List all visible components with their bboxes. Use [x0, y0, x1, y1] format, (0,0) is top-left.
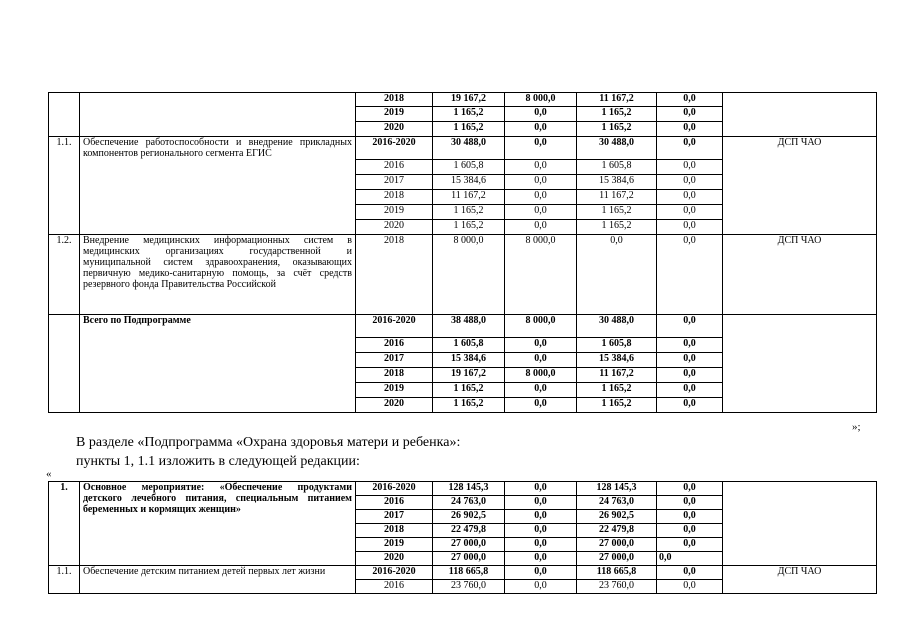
federal-cell: 0,0 [505, 524, 577, 538]
other-cell: 0,0 [657, 552, 723, 566]
regional-cell: 30 488,0 [577, 315, 657, 338]
federal-cell: 0,0 [505, 566, 577, 580]
regional-cell: 11 167,2 [577, 93, 657, 107]
federal-cell: 0,0 [505, 338, 577, 353]
year-cell: 2017 [356, 353, 433, 368]
year-cell: 2016 [356, 338, 433, 353]
regional-cell: 15 384,6 [577, 353, 657, 368]
regional-cell: 22 479,8 [577, 524, 657, 538]
regional-cell: 1 605,8 [577, 160, 657, 175]
federal-cell: 8 000,0 [505, 315, 577, 338]
year-cell: 2018 [356, 190, 433, 205]
regional-cell: 1 605,8 [577, 338, 657, 353]
year-cell: 2019 [356, 383, 433, 398]
federal-cell: 8 000,0 [505, 235, 577, 315]
regional-cell: 1 165,2 [577, 122, 657, 137]
table-row [49, 315, 877, 338]
section-heading-text: В разделе «Подпрограмма «Охрана здоровья матери и ребенка»: [76, 435, 461, 450]
other-cell: 0,0 [657, 175, 723, 190]
year-cell: 2016-2020 [356, 482, 433, 496]
year-cell: 2016-2020 [356, 137, 433, 160]
federal-cell: 0,0 [505, 510, 577, 524]
total-cell: 8 000,0 [433, 235, 505, 315]
total-cell: 19 167,2 [433, 93, 505, 107]
total-cell: 38 488,0 [433, 315, 505, 338]
other-cell: 0,0 [657, 235, 723, 315]
other-cell: 0,0 [657, 315, 723, 338]
year-cell: 2020 [356, 122, 433, 137]
total-cell: 27 000,0 [433, 552, 505, 566]
other-cell: 0,0 [657, 566, 723, 580]
executor-cell: ДСП ЧАО [723, 137, 877, 235]
other-cell: 0,0 [657, 122, 723, 137]
federal-cell: 0,0 [505, 538, 577, 552]
closing-quote: »; [852, 421, 861, 433]
table-row [49, 235, 877, 315]
description-cell: Внедрение медицинских информационных систем в медицинских организациях государственной и муниципальной систем здравоохранения, оказывающих первичную медико-санитарную помощь, за счёт средств резервного фонда Правительства Российской [80, 235, 356, 315]
federal-cell: 0,0 [505, 496, 577, 510]
total-cell: 26 902,5 [433, 510, 505, 524]
total-cell: 1 165,2 [433, 122, 505, 137]
other-cell: 0,0 [657, 137, 723, 160]
total-cell: 15 384,6 [433, 175, 505, 190]
federal-cell: 0,0 [505, 580, 577, 594]
regional-cell: 128 145,3 [577, 482, 657, 496]
total-cell: 19 167,2 [433, 368, 505, 383]
executor-cell [723, 315, 877, 413]
year-cell: 2018 [356, 93, 433, 107]
year-cell: 2016 [356, 580, 433, 594]
other-cell: 0,0 [657, 205, 723, 220]
year-cell: 2019 [356, 205, 433, 220]
total-cell: 1 165,2 [433, 220, 505, 235]
other-cell: 0,0 [657, 107, 723, 122]
year-cell: 2016-2020 [356, 566, 433, 580]
regional-cell: 1 165,2 [577, 205, 657, 220]
total-cell: 1 165,2 [433, 398, 505, 413]
other-cell: 0,0 [657, 368, 723, 383]
other-cell: 0,0 [657, 160, 723, 175]
total-cell: 128 145,3 [433, 482, 505, 496]
federal-cell: 0,0 [505, 205, 577, 220]
year-cell: 2020 [356, 552, 433, 566]
executor-cell [723, 93, 877, 137]
executor-cell [723, 482, 877, 566]
description-cell: Обеспечение работоспособности и внедрение прикладных компонентов регионального сегмента ЕГИС [80, 137, 356, 235]
row-number-cell: 1.2. [49, 235, 80, 315]
federal-cell: 8 000,0 [505, 93, 577, 107]
regional-cell: 26 902,5 [577, 510, 657, 524]
federal-cell: 0,0 [505, 137, 577, 160]
federal-cell: 0,0 [505, 107, 577, 122]
year-cell: 2018 [356, 524, 433, 538]
regional-cell: 1 165,2 [577, 107, 657, 122]
regional-cell: 118 665,8 [577, 566, 657, 580]
year-cell: 2016 [356, 496, 433, 510]
regional-cell: 1 165,2 [577, 220, 657, 235]
federal-cell: 8 000,0 [505, 368, 577, 383]
description-cell: Обеспечение детским питанием детей первых лет жизни [80, 566, 356, 594]
regional-cell: 24 763,0 [577, 496, 657, 510]
regional-cell: 11 167,2 [577, 190, 657, 205]
regional-cell: 30 488,0 [577, 137, 657, 160]
total-cell: 1 165,2 [433, 383, 505, 398]
federal-cell: 0,0 [505, 122, 577, 137]
federal-cell: 0,0 [505, 220, 577, 235]
opening-quote: « [46, 468, 52, 480]
federal-cell: 0,0 [505, 160, 577, 175]
year-cell: 2020 [356, 220, 433, 235]
year-cell: 2019 [356, 538, 433, 552]
other-cell: 0,0 [657, 190, 723, 205]
regional-cell: 15 384,6 [577, 175, 657, 190]
total-cell: 118 665,8 [433, 566, 505, 580]
other-cell: 0,0 [657, 338, 723, 353]
description-cell: Основное мероприятие: «Обеспечение продуктами детского лечебного питания, специальным питанием беременных и кормящих женщин» [80, 482, 356, 566]
other-cell: 0,0 [657, 482, 723, 496]
other-cell: 0,0 [657, 398, 723, 413]
other-cell: 0,0 [657, 510, 723, 524]
total-cell: 1 605,8 [433, 160, 505, 175]
row-number-cell: 1. [49, 482, 80, 566]
total-cell: 1 165,2 [433, 205, 505, 220]
total-cell: 15 384,6 [433, 353, 505, 368]
other-cell: 0,0 [657, 496, 723, 510]
executor-cell: ДСП ЧАО [723, 566, 877, 594]
total-cell: 1 605,8 [433, 338, 505, 353]
table-row [49, 137, 877, 160]
total-cell: 11 167,2 [433, 190, 505, 205]
row-number-cell [49, 93, 80, 137]
regional-cell: 23 760,0 [577, 580, 657, 594]
year-cell: 2016-2020 [356, 315, 433, 338]
instruction-text: пункты 1, 1.1 изложить в следующей редакции: [76, 454, 360, 469]
federal-cell: 0,0 [505, 398, 577, 413]
year-cell: 2018 [356, 235, 433, 315]
federal-cell: 0,0 [505, 482, 577, 496]
regional-cell: 11 167,2 [577, 368, 657, 383]
federal-cell: 0,0 [505, 190, 577, 205]
federal-cell: 0,0 [505, 383, 577, 398]
row-number-cell: 1.1. [49, 566, 80, 594]
other-cell: 0,0 [657, 580, 723, 594]
funding-table-1 [48, 92, 877, 413]
other-cell: 0,0 [657, 524, 723, 538]
funding-table-2 [48, 481, 877, 594]
federal-cell: 0,0 [505, 175, 577, 190]
executor-cell: ДСП ЧАО [723, 235, 877, 315]
federal-cell: 0,0 [505, 353, 577, 368]
regional-cell: 1 165,2 [577, 383, 657, 398]
year-cell: 2017 [356, 510, 433, 524]
total-cell: 30 488,0 [433, 137, 505, 160]
total-cell: 27 000,0 [433, 538, 505, 552]
description-cell: Всего по Подпрограмме [80, 315, 356, 413]
table-row [49, 482, 877, 496]
other-cell: 0,0 [657, 383, 723, 398]
description-cell [80, 93, 356, 137]
regional-cell: 1 165,2 [577, 398, 657, 413]
other-cell: 0,0 [657, 93, 723, 107]
year-cell: 2016 [356, 160, 433, 175]
year-cell: 2018 [356, 368, 433, 383]
regional-cell: 0,0 [577, 235, 657, 315]
regional-cell: 27 000,0 [577, 552, 657, 566]
regional-cell: 27 000,0 [577, 538, 657, 552]
row-number-cell: 1.1. [49, 137, 80, 235]
total-cell: 24 763,0 [433, 496, 505, 510]
table-row [49, 566, 877, 580]
total-cell: 22 479,8 [433, 524, 505, 538]
year-cell: 2020 [356, 398, 433, 413]
year-cell: 2017 [356, 175, 433, 190]
row-number-cell [49, 315, 80, 413]
federal-cell: 0,0 [505, 552, 577, 566]
table-row [49, 93, 877, 107]
total-cell: 23 760,0 [433, 580, 505, 594]
other-cell: 0,0 [657, 220, 723, 235]
total-cell: 1 165,2 [433, 107, 505, 122]
other-cell: 0,0 [657, 538, 723, 552]
year-cell: 2019 [356, 107, 433, 122]
other-cell: 0,0 [657, 353, 723, 368]
